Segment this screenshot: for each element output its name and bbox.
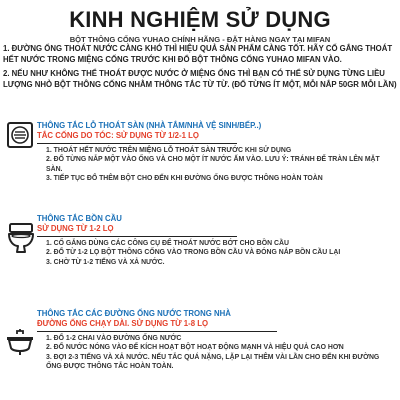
section-floor-drain — [37, 121, 391, 184]
step-item: 1. CỐ GẮNG DÙNG CÁC CÔNG CỤ ĐỂ THOÁT NƯỚC BỚT CHO BỒN CẦU — [46, 240, 289, 247]
sink-icon — [5, 328, 35, 356]
toilet-icon — [7, 222, 35, 254]
step-item: 2. ĐỔ TỪ 1-2 LỌ BỘT THÔNG CỐNG VÀO TRONG BỒN CẦU VÀ ĐÓNG NẮP BỒN CẦU LẠI — [46, 249, 341, 257]
floor-drain-icon — [7, 122, 33, 148]
section-heading: THÔNG TẮC CÁC ĐƯỜNG ỐNG NƯỚC TRONG NHÀ — [37, 309, 231, 318]
step-item: 2. ĐỔ TỪNG NẮP MỘT VÀO ỐNG VÀ CHO MỘT ÍT NƯỚC ẤM VÀO. LƯU Ý: TRÁNH ĐỂ TRÀN LÊN MẶT SÀN. — [46, 156, 380, 173]
step-item: 1. ĐỔ 1-2 CHAI VÀO ĐƯỜNG ỐNG NƯỚC — [46, 335, 182, 342]
section-toilet — [37, 214, 391, 267]
step-item: 1. THOÁT HẾT NƯỚC TRÊN MIỆNG LỖ THOÁT SÀN TRƯỚC KHI SỬ DỤNG — [46, 147, 292, 154]
page-subtitle: BỘT THÔNG CỐNG YUHAO CHÍNH HÃNG - ĐẶT HÀNG NGAY TẠI MIFAN — [69, 35, 331, 44]
step-item: 3. ĐỢI 2-3 TIẾNG VÀ XẢ NƯỚC. NẾU TẮC QUÁ NẶNG, LẶP LẠI THÊM VÀI LẦN CHO ĐẾN KHI ĐƯỜNG ỐNG ĐƯỢC THÔNG TẮC HOÀN TOÀN. — [46, 353, 380, 371]
step-item: 2. ĐỔ NƯỚC NÓNG VÀO ĐỂ KÍCH HOẠT BỘT HOẠT ĐỘNG MẠNH VÀ HIỆU QUẢ CAO HƠN — [46, 344, 344, 352]
section-subheading: ĐƯỜNG ỐNG CHẠY DÀI. SỬ DỤNG TỪ 1-8 LỌ — [37, 319, 277, 332]
section-heading: THÔNG TẮC BỒN CẦU — [37, 214, 122, 223]
step-item: 3. CHỜ TỪ 1-2 TIẾNG VÀ XẢ NƯỚC. — [46, 258, 165, 266]
page-title: KINH NGHIỆM SỬ DỤNG — [69, 7, 331, 32]
section-subheading: SỬ DỤNG TỪ 1-2 LỌ — [37, 224, 237, 237]
section-pipes — [37, 309, 391, 372]
section-heading: THÔNG TẮC LỖ THOÁT SÀN (NHÀ TẮM/NHÀ VỆ SINH/BẾP..) — [37, 121, 262, 130]
intro-note-1: 1. ĐƯỜNG ỐNG THOÁT NƯỚC CÀNG KHÓ THÌ HIỆU QUẢ SẢN PHẨM CÀNG TỐT. HÃY CỐ GẮNG THOÁT HẾT NƯỚC TRONG MIỆNG CỐNG TRƯỚC KHI ĐỔ BỘT THÔNG CỐNG YUHAO MIFAN VÀO. — [3, 44, 393, 64]
step-item: 3. TIẾP TỤC ĐỔ THÊM BỘT CHO ĐẾN KHI ĐƯỜNG ỐNG ĐƯỢC THÔNG HOÀN TOÀN — [46, 175, 323, 183]
section-subheading: TẮC CỐNG DO TÓC: SỬ DỤNG TỪ 1/2-1 LỌ — [37, 131, 237, 144]
intro-note-2: 2. NẾU NHƯ KHÔNG THỂ THOÁT ĐƯỢC NƯỚC Ở MIỆNG ỐNG THÌ BẠN CÓ THỂ SỬ DỤNG TỪNG LIỀU LƯỢNG NHỎ BỘT THÔNG CỐNG NHẰM THÔNG TẮC TỪ TỪ. (ĐỔ TỪNG ÍT MỘT, MỖI NẮP 50GR MỖI LẦN) — [3, 69, 397, 89]
